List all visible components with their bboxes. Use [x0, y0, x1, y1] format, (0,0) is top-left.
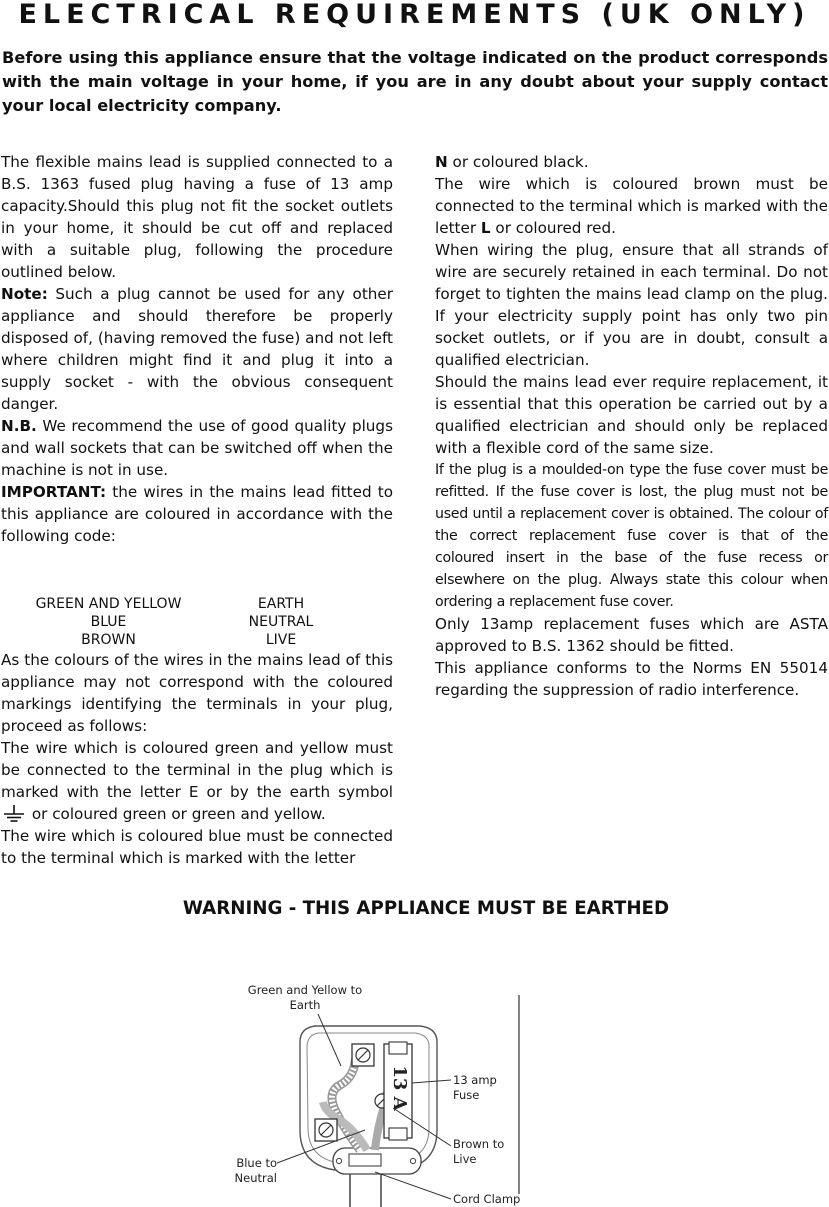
live-letter: L: [480, 219, 491, 237]
wire-colour: BLUE: [90, 614, 127, 630]
intro-paragraph: Before using this appliance ensure that the voltage indicated on the product corresponds with the main voltage in your home, if you are in any doubt about your supply contact your local electricity company.: [2, 48, 828, 115]
brown-wire-end: or coloured red.: [490, 219, 616, 237]
wire-function: LIVE: [265, 632, 297, 648]
note-paragraph: [1, 283, 393, 415]
earth-symbol-icon: [1, 805, 27, 823]
blue-wire-continued: [435, 151, 828, 173]
supply-paragraph: The flexible mains lead is supplied connected to a B.S. 1363 fused plug having a fuse of 13 amp capacity.Should this plug not fit the socket outlets in your home, it should be cut off and replaced with a suitable plug, following the procedure outlined below.: [1, 153, 393, 281]
wire-row-live: [1, 631, 346, 649]
wire-row-earth: [1, 595, 346, 613]
page-title: ELECTRICAL REQUIREMENTS (UK ONLY): [18, 0, 811, 30]
label-green-yellow-earth: Green and Yellow to Earth: [247, 983, 363, 1012]
left-column: [1, 151, 393, 869]
fuse-marking: 13 A: [389, 1065, 410, 1111]
wire-colour: GREEN AND YELLOW: [35, 596, 182, 612]
label-cord-clamp: Cord Clamp: [453, 1192, 521, 1206]
colour-mismatch-paragraph: As the colours of the wires in the mains lead of this appliance may not correspond with the coloured markings identifying the terminals in your plug, proceed as follows:: [1, 651, 393, 735]
label-blue-neutral: Blue to Neutral: [234, 1156, 277, 1185]
earth-wire-text-a: The wire which is coloured green and yellow must be connected to the terminal in the plug which is marked with the letter E or by the earth symbol: [1, 739, 393, 801]
wire-colour: BROWN: [81, 632, 136, 648]
important-label: IMPORTANT:: [1, 483, 107, 501]
right-column: [435, 151, 828, 701]
label-13-amp-fuse: 13 amp Fuse: [453, 1073, 497, 1102]
earthed-warning: WARNING - THIS APPLIANCE MUST BE EARTHED: [182, 898, 670, 919]
wire-function: EARTH: [257, 596, 305, 612]
important-text: the wires in the mains lead fitted to this appliance are coloured in accordance with the following code:: [1, 483, 393, 545]
nb-label: N.B.: [1, 417, 37, 435]
blue-wire-paragraph: The wire which is coloured blue must be connected to the terminal which is marked with the letter: [1, 827, 393, 867]
label-brown-live: Brown to Live: [453, 1137, 505, 1166]
fuse-paragraph: [435, 613, 828, 657]
earth-wire-paragraph: [1, 737, 393, 825]
moulded-plug-paragraph: If the plug is a moulded-on type the fuse cover must be refitted. If the fuse cover is lost, the plug must not be used until a replacement cover is obtained. The colour of the correct replacement fuse cover is that of the coloured insert in the base of the fuse recess or elsewhere on the plug. Always state this colour when ordering a replacement fuse cover.: [435, 462, 828, 610]
plug-wiring-diagram: [215, 980, 535, 1207]
wiring-paragraph: When wiring the plug, ensure that all strands of wire are securely retained in each terminal. Do not forget to tighten the mains lead clamp on the plug. If your electricity supply point has only two pin socket outlets, or if you are in doubt, consult a qualified electrician.: [435, 241, 828, 369]
wire-function: NEUTRAL: [248, 614, 314, 630]
note-label: Note:: [1, 285, 48, 303]
neutral-letter: N: [435, 153, 448, 171]
norms-paragraph: This appliance conforms to the Norms EN 55014 regarding the suppression of radio interference.: [435, 659, 828, 699]
wire-row-neutral: [1, 613, 346, 631]
brown-wire-paragraph: [435, 173, 828, 239]
nb-paragraph: [1, 415, 393, 481]
note-text: Such a plug cannot be used for any other appliance and should therefore be properly disposed of, (having removed the fuse) and not left where children might find it and plug it into a supply socket - with the obvious consequent danger.: [1, 285, 393, 413]
important-paragraph: [1, 481, 393, 547]
wire-colour-table: [1, 595, 346, 649]
earth-wire-text-b: or coloured green or green and yellow.: [27, 805, 326, 823]
nb-text: We recommend the use of good quality plugs and wall sockets that can be switched off when the machine is not in use.: [1, 417, 393, 479]
replacement-paragraph: Should the mains lead ever require replacement, it is essential that this operation be carried out by a qualified electrician and should only be replaced with a flexible cord of the same size.: [435, 373, 828, 457]
brown-wire-text: The wire which is coloured brown must be connected to the terminal which is marked with the letter: [435, 175, 828, 237]
blue-wire-end: or coloured black.: [447, 153, 589, 171]
fuse-text: Only 13amp replacement fuses which are ASTA approved to B.S. 1362 should be fitted.: [435, 615, 828, 655]
